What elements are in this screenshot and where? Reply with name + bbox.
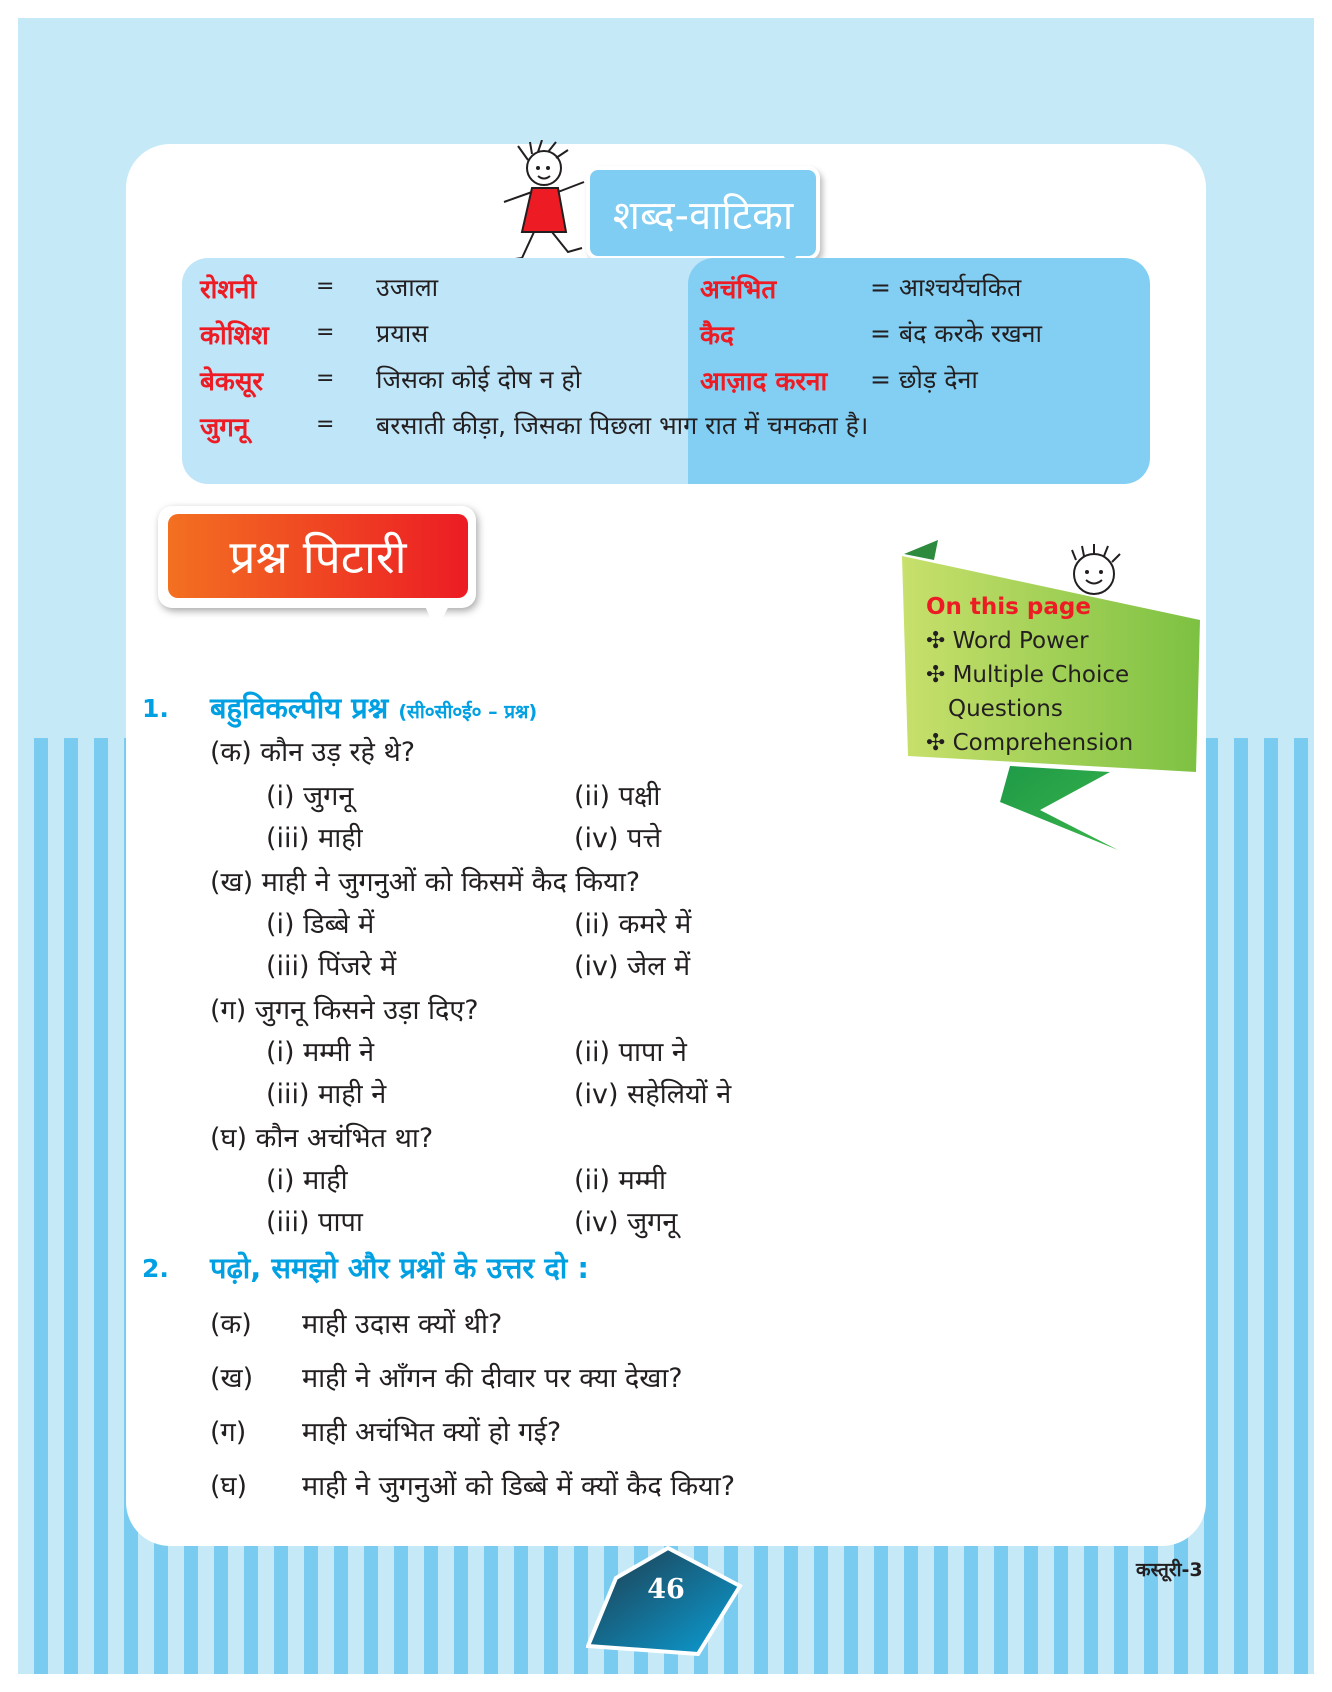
section-number: 2. [142,1254,169,1283]
question-text: (घ) कौन अचंभित था? [210,1123,434,1154]
glossary-term: कैद [700,321,734,351]
question-text: (क) कौन उड़ रहे थे? [210,737,416,768]
question-text: माही उदास क्यों थी? [302,1309,503,1340]
question-label: (घ) [210,1471,248,1502]
section-title [210,688,537,727]
glossary-definition: = छोड़ देना [870,365,978,394]
question-box-title: प्रश्न पिटारी [168,514,468,598]
glossary-equals: = [316,366,335,391]
question-text: (ख) माही ने जुगनुओं को किसमें कैद किया? [210,867,641,898]
section-title-text: बहुविकल्पीय प्रश्न [210,691,389,725]
option: (iv) जुगनू [574,1207,678,1238]
glossary-definition: उजाला [376,273,439,302]
glossary-definition: = बंद करके रखना [870,319,1042,348]
question-text: (ग) जुगनू किसने उड़ा दिए? [210,995,479,1026]
option: (i) मम्मी ने [266,1037,375,1068]
option: (ii) मम्मी [574,1165,667,1196]
glossary-term: बेकसूर [200,367,264,397]
glossary-equals: = [316,274,335,299]
note-item: ✣ Multiple Choice [926,662,1130,688]
glossary-term: कोशिश [200,321,269,351]
note-heading: On this page [926,594,1091,620]
option: (iii) माही ने [266,1079,387,1110]
book-name: कस्तूरी-3 [1136,1559,1203,1581]
option: (ii) कमरे में [574,909,692,940]
option: (i) जुगनू [266,781,354,812]
option: (iii) पापा [266,1207,363,1238]
section-title: पढ़ो, समझो और प्रश्नों के उत्तर दो : [210,1251,589,1285]
glossary-definition: बरसाती कीड़ा, जिसका पिछला भाग रात में चमकता है। [376,411,869,440]
girl-illustration-icon [486,140,596,270]
option: (iii) पिंजरे में [266,951,397,982]
question-text: माही ने जुगनुओं को डिब्बे में क्यों कैद किया? [302,1471,736,1502]
option: (iv) जेल में [574,951,691,982]
glossary-term: आज़ाद करना [700,367,828,397]
glossary-definition: प्रयास [376,319,429,348]
section-number: 1. [142,694,169,723]
glossary-equals: = [316,320,335,345]
note-item: Questions [948,696,1063,722]
option: (iii) माही [266,823,363,854]
option: (i) डिब्बे में [266,909,375,940]
glossary-term: अचंभित [700,275,777,305]
question-label: (ग) [210,1417,247,1448]
option: (ii) पापा ने [574,1037,687,1068]
word-garden-title: शब्द-वाटिका [586,166,820,260]
question-label: (ख) [210,1363,254,1394]
note-item: ✣ Word Power [926,628,1089,654]
glossary-definition: जिसका कोई दोष न हो [376,365,582,394]
option: (ii) पक्षी [574,781,661,812]
page-number: 46 [647,1574,685,1605]
option: (i) माही [266,1165,348,1196]
option: (iv) पत्ते [574,823,662,854]
glossary-definition: = आश्चर्यचकित [870,273,1022,302]
question-text: माही अचंभित क्यों हो गई? [302,1417,562,1448]
glossary-term: रोशनी [200,275,257,305]
question-label: (क) [210,1309,252,1340]
glossary-term: जुगनू [200,413,249,443]
question-text: माही ने आँगन की दीवार पर क्या देखा? [302,1363,683,1394]
question-box-tail [424,604,450,630]
note-item: ✣ Comprehension [926,730,1134,756]
note-text [926,590,1196,760]
glossary-box [182,258,1150,484]
option: (iv) सहेलियों ने [574,1079,732,1110]
glossary-equals: = [316,412,335,437]
section-tag: (सी०सी०ई० – प्रश्न) [398,701,538,723]
